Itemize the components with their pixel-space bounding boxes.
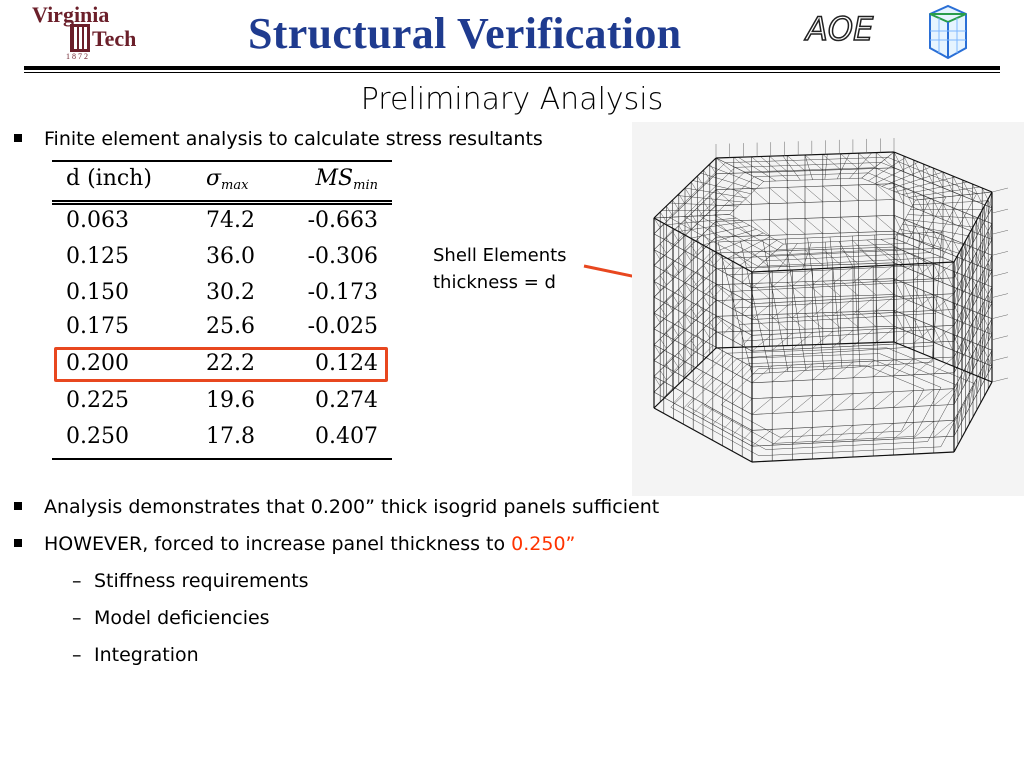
square-bullet-icon — [14, 502, 22, 510]
table-row: 0.150 30.2 -0.173 — [66, 280, 378, 305]
bullet-text: HOWEVER, forced to increase panel thickness to — [44, 533, 512, 555]
shell-elements-callout — [433, 242, 567, 296]
header-ms: $MS_{min}$ — [315, 166, 378, 193]
page-title: Structural Verification — [248, 9, 682, 58]
vt-logo-tech: Tech — [92, 26, 137, 51]
table-header-rule — [52, 200, 392, 202]
vt-logo-virginia: Virginia — [32, 2, 110, 27]
table-row: 0.125 36.0 -0.306 — [66, 244, 378, 269]
bullet-analysis — [14, 496, 659, 518]
callout-line-1: Shell Elements — [433, 245, 567, 266]
aoe-logo: AOE — [806, 10, 874, 48]
vt-shield-icon — [70, 24, 90, 54]
sub-bullet: – Model deficiencies — [72, 607, 270, 629]
sub-bullet: – Stiffness requirements — [72, 570, 309, 592]
fe-mesh-model-image — [632, 122, 1024, 496]
virginia-tech-logo — [26, 2, 176, 66]
highlight-box — [54, 347, 388, 382]
bullet-text: Analysis demonstrates that 0.200” thick isogrid panels sufficient — [44, 496, 660, 518]
table-row: 0.250 17.8 0.407 — [66, 424, 378, 449]
square-bullet-icon — [14, 539, 22, 547]
sub-bullet: – Integration — [72, 644, 199, 666]
table-row: 0.225 19.6 0.274 — [66, 388, 378, 413]
bullet-text: Finite element analysis to calculate stress resultants — [44, 128, 543, 150]
callout-line-2: thickness = d — [433, 272, 556, 293]
bullet-accent-value: 0.250” — [511, 533, 576, 555]
bullet-however — [14, 533, 575, 555]
slide-subtitle: Preliminary Analysis — [360, 82, 664, 117]
bullet-fea — [14, 128, 543, 150]
isogrid-hexagon-icon — [918, 4, 978, 62]
header-sigma: $\sigma_{max}$ — [206, 166, 249, 193]
table-row-highlighted: 0.200 22.2 0.124 — [66, 351, 378, 376]
vt-logo-year: 1 8 7 2 — [66, 52, 88, 61]
square-bullet-icon — [14, 134, 22, 142]
table-header-row — [52, 162, 392, 196]
header-rule-thick — [24, 66, 1000, 70]
header-rule-thin — [24, 72, 1000, 73]
table-row: 0.175 25.6 -0.025 — [66, 314, 378, 339]
header-d: d (inch) — [66, 166, 152, 191]
table-row: 0.063 74.2 -0.663 — [66, 208, 378, 233]
table-bottom-rule — [52, 458, 392, 460]
